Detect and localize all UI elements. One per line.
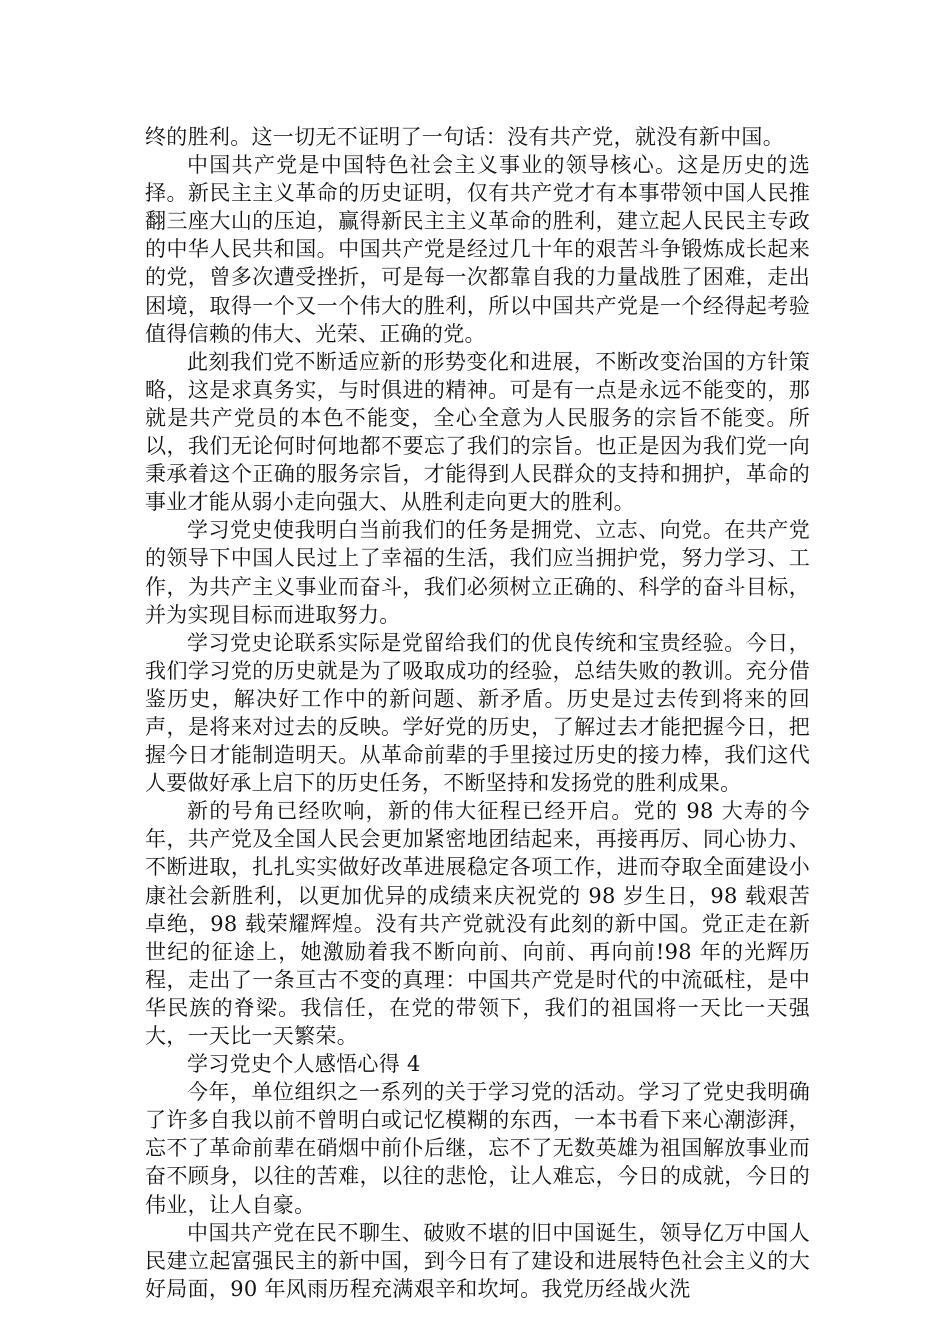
paragraph: 中国共产党是中国特色社会主义事业的领导核心。这是历史的选择。新民主主义革命的历史证明，仅有共产党才有本事带领中国人民推翻三座大山的压迫，赢得新民主主义革命的胜利，建立起人民民主专政的中华人民共和国。中国共产党是经过几十年的艰苦斗争锻炼成长起来的党，曾多次遭受挫折，可是每一次都靠自我的力量战胜了困难，走出困境，取得一个又一个伟大的胜利，所以中国共产党是一个经得起考验值得信赖的伟大、光荣、正确的党。 — [145, 153, 810, 346]
paragraph: 学习党史使我明白当前我们的任务是拥党、立志、向党。在共产党的领导下中国人民过上了幸福的生活，我们应当拥护党，努力学习、工作，为共产主义事业而奋斗，我们必须树立正确的、科学的奋斗目标，并为实现目标而进取努力。 — [145, 518, 810, 627]
paragraph-continuation: 终的胜利。这一切无不证明了一句话：没有共产党，就没有新中国。 — [145, 125, 784, 149]
paragraph: 新的号角已经吹响，新的伟大征程已经开启。党的 98 大寿的今年，共产党及全国人民会更加紧密地团结起来，再接再厉、同心协力、不断进取，扎扎实实做好改革进展稳定各项工作，进而夺取全面建设小康社会新胜利，以更加优异的成绩来庆祝党的 98 岁生日，98 载艰苦卓绝，98 载荣耀辉煌。没有共产党就没有此刻的新中国。党正走在新世纪的征途上，她激励着我不断向前、向前、再向前!98 年的光辉历程，走出了一条亘古不变的真理：中国共产党是时代的中流砥柱，是中华民族的脊梁。我信任，在党的带领下，我们的祖国将一天比一天强大，一天比一天繁荣。 — [145, 799, 810, 1048]
section-heading: 学习党史个人感悟心得 4 — [187, 1052, 421, 1077]
paragraph: 今年，单位组织之一系列的关于学习党的活动。学习了党史我明确了许多自我以前不曾明白或记忆模糊的东西，一本书看下来心潮澎湃，忘不了革命前辈在硝烟中前仆后继，忘不了无数英雄为祖国解放事业而奋不顾身，以往的苦难，以往的悲怆，让人难忘，今日的成就，今日的伟业，让人自豪。 — [145, 1080, 810, 1217]
paragraph: 学习党史论联系实际是党留给我们的优良传统和宝贵经验。今日，我们学习党的历史就是为了吸取成功的经验，总结失败的教训。充分借鉴历史，解决好工作中的新问题、新矛盾。历史是过去传到将来的回声，是将来对过去的反映。学好党的历史，了解过去才能把握今日，把握今日才能制造明天。从革命前辈的手里接过历史的接力棒，我们这代人要做好承上启下的历史任务，不断坚持和发扬党的胜利成果。 — [145, 630, 810, 796]
paragraph: 中国共产党在民不聊生、破败不堪的旧中国诞生，领导亿万中国人民建立起富强民主的新中国，到今日有了建设和进展特色社会主义的大好局面，90 年风雨历程充满艰辛和坎坷。我党历经战火洗 — [145, 1220, 810, 1301]
document-page — [145, 123, 810, 1303]
paragraph: 此刻我们党不断适应新的形势变化和进展，不断改变治国的方针策略，这是求真务实，与时俱进的精神。可是有一点是永远不能变的，那就是共产党员的本色不能变，全心全意为人民服务的宗旨不能变。所以，我们无论何时何地都不要忘了我们的宗旨。也正是因为我们党一向秉承着这个正确的服务宗旨，才能得到人民群众的支持和拥护，革命的事业才能从弱小走向强大、从胜利走向更大的胜利。 — [145, 349, 810, 515]
